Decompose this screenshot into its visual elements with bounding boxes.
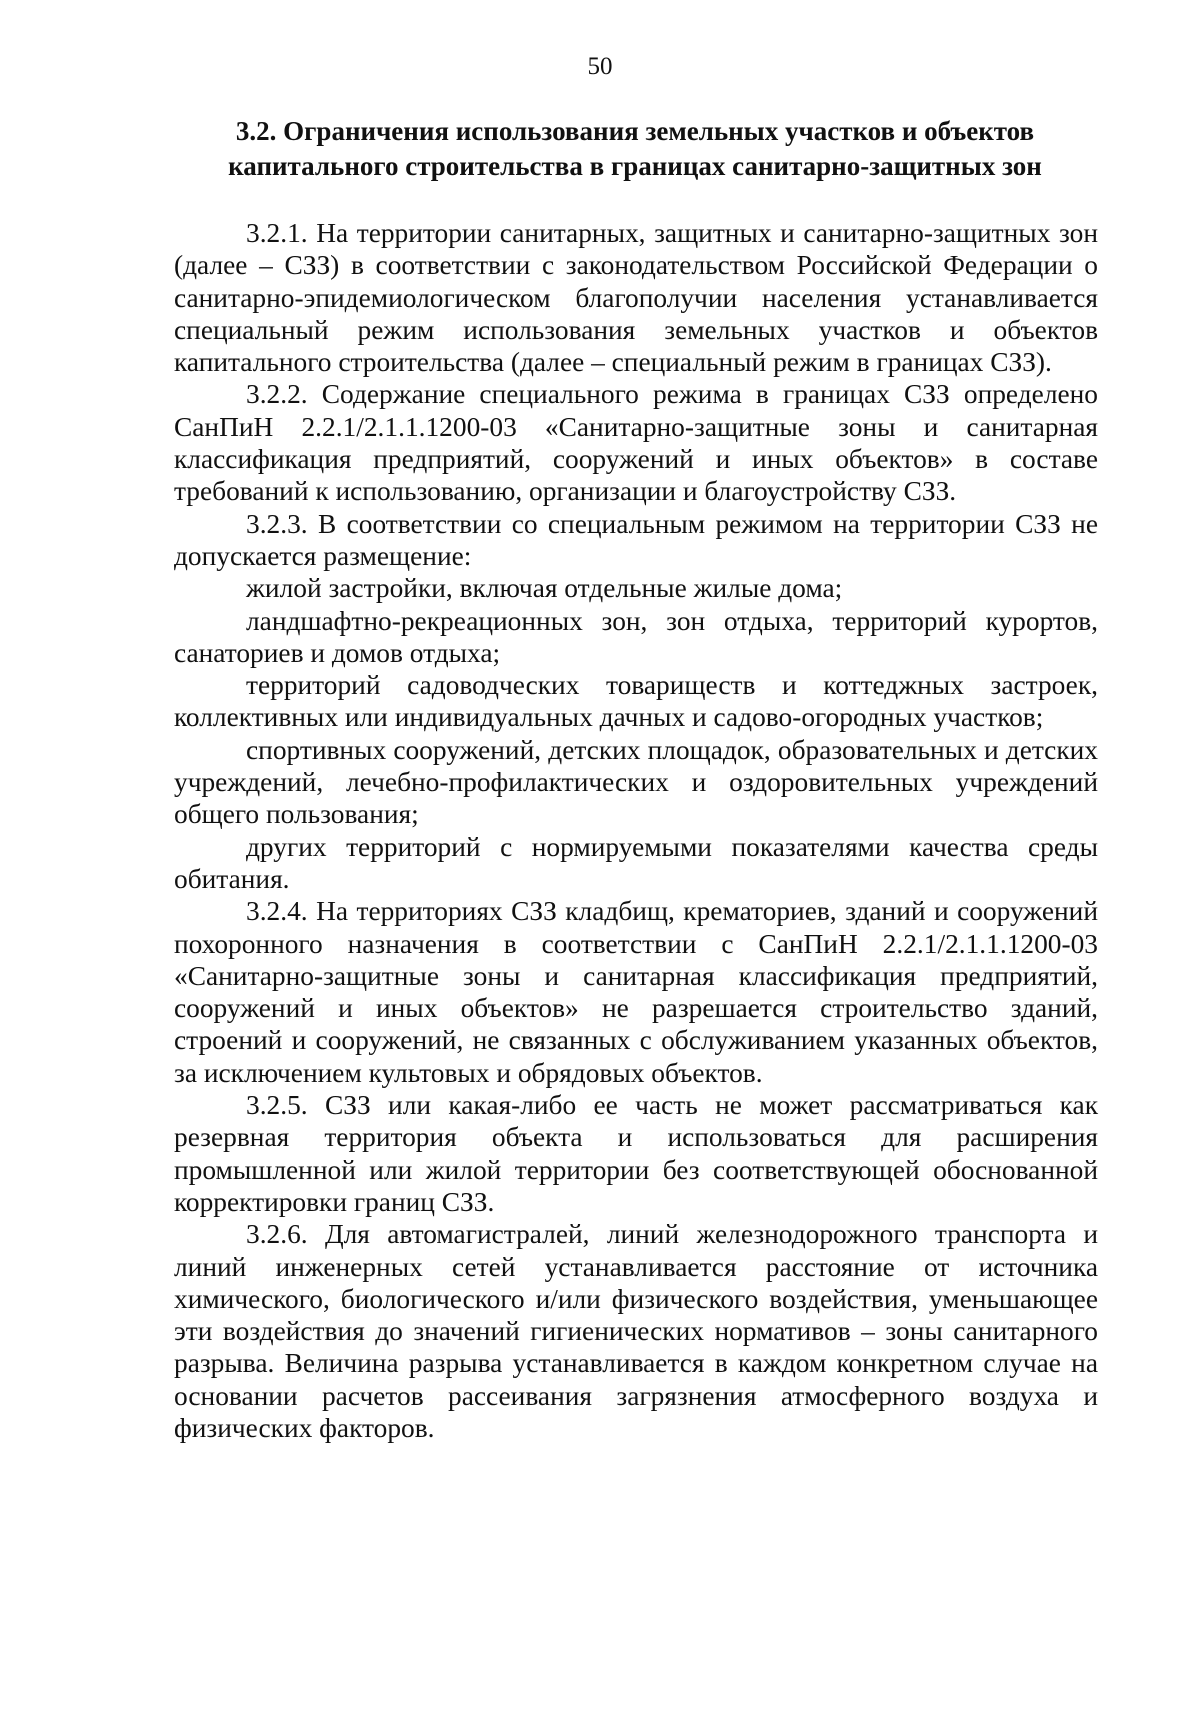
paragraph-3-2-4: 3.2.4. На территориях СЗЗ кладбищ, крематориев, зданий и сооружений похоронного назначения в соответствии с СанПиН 2.2.1/2.1.1.1200-03 «Санитарно-защитные зоны и санитарная классификация предприятий, сооружений и иных объектов» не разрешается строительство зданий, строений и сооружений, не связанных с обслуживанием указанных объектов, за исключением культовых и обрядовых объектов. xyxy=(174,896,1098,1088)
list-item-gardening: территорий садоводческих товариществ и коттеджных застроек, коллективных или индивидуальных дачных и садово-огородных участков; xyxy=(174,670,1098,733)
list-item-housing: жилой застройки, включая отдельные жилые дома; xyxy=(246,573,843,604)
page-number: 50 xyxy=(587,53,613,80)
paragraph-3-2-2: 3.2.2. Содержание специального режима в границах СЗЗ определено СанПиН 2.2.1/2.1.1.1200-03 «Санитарно-защитные зоны и санитарная классификация предприятий, сооружений и иных объектов» в составе требований к использованию, организации и благоустройству СЗЗ. xyxy=(174,379,1098,507)
section-body xyxy=(174,217,1098,1444)
list-item-sports-education: спортивных сооружений, детских площадок, образовательных и детских учреждений, лечебно-профилактических и оздоровительных учреждений общего пользования; xyxy=(174,734,1098,830)
paragraph-3-2-1: 3.2.1. На территории санитарных, защитных и санитарно-защитных зон (далее – СЗЗ) в соответствии с законодательством Российской Федерации о санитарно-эпидемиологическом благополучии населения устанавливается специальный режим использования земельных участков и объектов капитального строительства (далее – специальный режим в границах СЗЗ). xyxy=(174,218,1098,378)
list-item-recreation: ландшафтно-рекреационных зон, зон отдыха, территорий курортов, санаториев и домов отдыха; xyxy=(174,605,1098,668)
section-heading: 3.2. Ограничения использования земельных участков и объектов капитального строительства в границах санитарно-защитных зон xyxy=(228,116,1042,181)
list-item-other-territories: других территорий с нормируемыми показателями качества среды обитания. xyxy=(174,831,1098,894)
paragraph-3-2-6: 3.2.6. Для автомагистралей, линий железнодорожного транспорта и линий инженерных сетей устанавливается расстояние от источника химического, биологического и/или физического воздействия, уменьшающее эти воздействия до значений гигиенических нормативов – зоны санитарного разрыва. Величина разрыва устанавливается в каждом конкретном случае на основании расчетов рассеивания загрязнения атмосферного воздуха и физических факторов. xyxy=(174,1219,1098,1443)
paragraph-3-2-3: 3.2.3. В соответствии со специальным режимом на территории СЗЗ не допускается размещение: xyxy=(174,508,1098,571)
paragraph-3-2-5: 3.2.5. СЗЗ или какая-либо ее часть не может рассматриваться как резервная территория объекта и использоваться для расширения промышленной или жилой территории без соответствующей обоснованной корректировки границ СЗЗ. xyxy=(174,1090,1098,1217)
